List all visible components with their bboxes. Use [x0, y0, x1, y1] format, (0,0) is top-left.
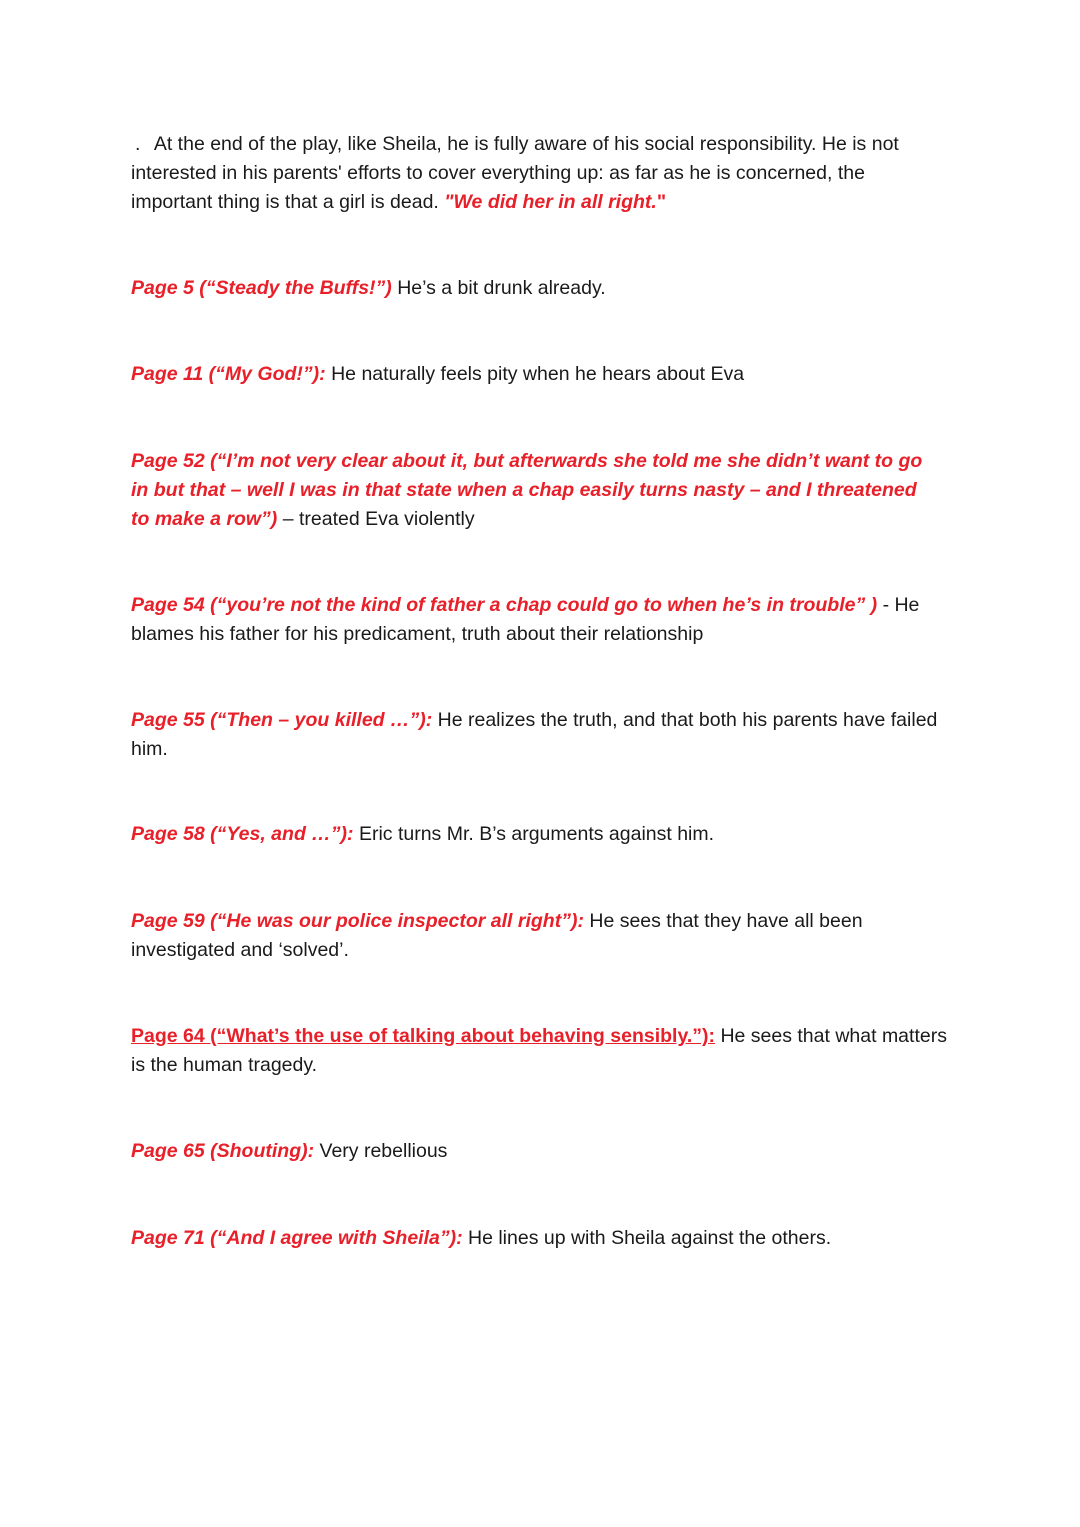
entry-page-64 [131, 1022, 951, 1080]
entry-page-54 [131, 591, 921, 649]
entry-text: He lines up with Sheila against the others. [468, 1227, 832, 1249]
intro-text: At the end of the play, like Sheila, he is fully aware of his social responsibility. He is not interested in his parents' efforts to cover everything up: as far as he is concerned, the important thing is that a girl is dead. [131, 133, 899, 213]
entry-text: He naturally feels pity when he hears about Eva [331, 363, 745, 385]
entry-ref: Page 64 (“What’s the use of talking about behaving sensibly.”): [131, 1025, 716, 1047]
entry-ref: Page 59 (“He was our police inspector all right”): [131, 910, 584, 932]
entry-page-52 [131, 447, 936, 534]
entry-ref: Page 55 (“Then – you killed …”): [131, 709, 433, 731]
entry-page-11 [131, 360, 951, 389]
intro-quote: We did her in all right. [453, 191, 657, 213]
intro-quote-close: " [656, 191, 667, 213]
intro-lead: . [135, 133, 146, 155]
entry-text: – treated Eva violently [282, 508, 475, 530]
entry-ref: Page 52 (“I’m not very clear about it, but afterwards she told me she didn’t want to go in but that – well I was in that state when a chap easily turns nasty – and I threatened to make a row”) [131, 450, 923, 530]
entry-ref: Page 11 (“My God!”): [131, 363, 326, 385]
intro-paragraph [131, 130, 951, 217]
entry-text: - He blames his father for his predicament, truth about their relationship [131, 594, 920, 645]
entry-ref: Page 65 (Shouting): [131, 1140, 315, 1162]
entry-text: He realizes the truth, and that both his parents have failed him. [131, 709, 938, 760]
entry-ref: Page 54 (“you’re not the kind of father a chap could go to when he’s in trouble” ) [131, 594, 878, 616]
entry-page-55 [131, 706, 951, 764]
entry-page-58 [131, 820, 951, 849]
entry-text: He sees that they have all been investigated and ‘solved’. [131, 910, 863, 961]
entry-ref: Page 5 (“Steady the Buffs!”) [131, 277, 392, 299]
entry-text: He sees that what matters is the human tragedy. [131, 1025, 947, 1076]
entry-page-5 [131, 274, 951, 303]
entry-page-65 [131, 1137, 951, 1166]
entry-ref: Page 58 (“Yes, and …”): [131, 823, 354, 845]
intro-quote-open: " [444, 191, 454, 213]
entry-text: He’s a bit drunk already. [397, 277, 606, 299]
entry-text: Very rebellious [319, 1140, 448, 1162]
entry-text: Eric turns Mr. B’s arguments against him. [358, 823, 715, 845]
entry-page-59 [131, 907, 871, 965]
entry-ref: Page 71 (“And I agree with Sheila”): [131, 1227, 463, 1249]
entry-page-71 [131, 1224, 951, 1253]
